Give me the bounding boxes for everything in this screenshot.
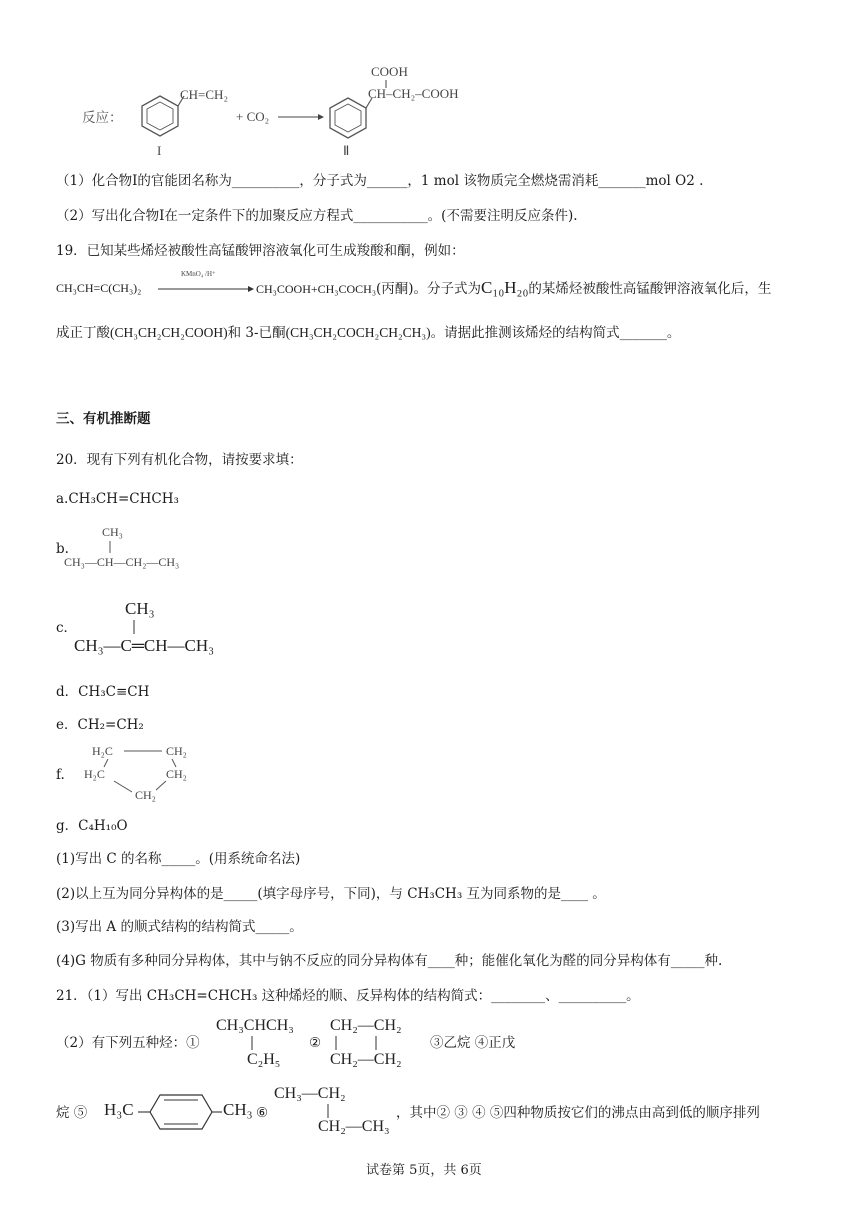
label-compound-II: Ⅱ <box>343 143 350 158</box>
q20-item-g: g．C₄H₁₀O <box>56 818 128 834</box>
q20-sub1: (1)写出 C 的名称_____。(用系统命名法) <box>56 851 301 867</box>
page-footer: 试卷第 5页，共 6页 <box>366 1163 482 1178</box>
ring-atom-3: H₂C <box>84 767 105 781</box>
q20-sub4: (4)G 物质有多种同分异构体，其中与钠不反应的同分异构体有____种；能催化氧化为醛的同分异构体有_____种. <box>56 953 723 969</box>
q21-s6-bottom: CH₂—CH₃ <box>318 1118 390 1135</box>
q20-item-b-label: b. <box>56 541 69 557</box>
q21-part2-label: （2）有下列五种烃：① <box>56 1035 200 1051</box>
q21-s5-left: H₃C <box>104 1100 134 1119</box>
q21-n6: ⑥ <box>256 1105 269 1121</box>
q20-item-c-label: c． <box>56 620 78 636</box>
product-cooh-top: COOH <box>371 64 408 79</box>
q20-c-top: CH₃ <box>125 599 155 618</box>
q21-s6-top: CH₃—CH₂ <box>274 1085 346 1102</box>
eq-left: CH₃CH=C <box>56 281 109 295</box>
q19-intro: 19．已知某些烯烃被酸性高锰酸钾溶液氧化可生成羧酸和酮，例如： <box>56 243 465 259</box>
q20-c-chain: CH₃—C═CH—CH₃ <box>74 636 215 655</box>
q20-item-f-label: f. <box>56 767 65 783</box>
q19-formula: C₁₀H₂₀ <box>481 278 529 297</box>
q21-part1: 21．（1）写出 CH₃CH=CHCH₃ 这种烯烃的顺、反异构体的结构简式：________、__________。 <box>56 988 640 1004</box>
q21-s2-top: CH₂—CH₂ <box>330 1017 402 1034</box>
q19-text-a: 。分子式为 <box>413 281 482 297</box>
q21-s5-right: CH₃ <box>223 1100 253 1119</box>
q19-text-b: 的某烯烃被酸性高锰酸钾溶液氧化后，生 <box>528 281 772 297</box>
section-title: 三、有机推断题 <box>56 411 151 427</box>
ring-atom-5: CH₂ <box>135 788 156 802</box>
q20-sub3: (3)写出 A 的顺式结构的结构简式_____。 <box>56 919 303 935</box>
ring-atom-4: CH₂ <box>166 767 187 781</box>
hexanone: (CH₃CH₂COCH₂CH₂CH₃) <box>285 325 431 340</box>
butyric-acid: (CH₃CH₂CH₂COOH) <box>110 325 228 340</box>
q19-line3-a: 成正丁酸 <box>56 325 110 341</box>
q20-item-d: d．CH₃C≡CH <box>56 684 150 700</box>
q21-last-a: 烷 ⑤ <box>56 1105 88 1121</box>
q21-last-b: ，其中② ③ ④ ⑤四种物质按它们的沸点由高到低的顺序排列 <box>396 1105 760 1121</box>
q19-line3-b: 和 3-已酮 <box>227 325 286 341</box>
q21-s1-bottom: C₂H₅ <box>247 1051 281 1068</box>
q21-s2-bottom: CH₂—CH₂ <box>330 1051 402 1068</box>
q20-sub2: (2)以上互为同分异构体的是_____(填字母序号，下同)，与 CH₃CH₃ 互为同系物的是____ 。 <box>56 886 606 902</box>
eq-right: CH₃COOH+CH₃COCH₃ <box>256 282 376 296</box>
q20-item-a: a.CH₃CH=CHCH₃ <box>56 491 179 507</box>
eq-acetone: (丙酮) <box>376 281 414 297</box>
q20-b-top: CH₃ <box>102 525 123 539</box>
q21-s1-top: CH₃CHCH₃ <box>216 1017 294 1034</box>
product-chain: CH–CH₂–COOH <box>368 86 459 101</box>
q18-part2: （2）写出化合物I在一定条件下的加聚反应方程式___________。(不需要注明反应条件). <box>56 208 578 224</box>
ring-atom-2: CH₂ <box>166 744 187 758</box>
label-compound-I: I <box>157 143 162 158</box>
ring-atom-1: H₂C <box>92 744 113 758</box>
reaction-plus-co2: + CO₂ <box>236 109 270 124</box>
q21-n2: ② <box>309 1035 322 1051</box>
eq-left-paren: (CH₃)₂ <box>108 281 142 295</box>
q19-line3-c: 。请据此推测该烯烃的结构简式_______。 <box>430 325 681 341</box>
q21-n3-4: ③乙烷 ④正戊 <box>430 1035 516 1051</box>
reactant-vinyl-group: CH=CH₂ <box>180 87 228 102</box>
eq-arrow-label: KMnO₄ /H⁺ <box>181 270 216 278</box>
q20-item-e: e．CH₂=CH₂ <box>56 717 144 733</box>
q18-part1: （1）化合物I的官能团名称为__________，分子式为______，1 mol 该物质完全燃烧需消耗_______mol O2 . <box>56 173 704 189</box>
q20-intro: 20．现有下列有机化合物，请按要求填： <box>56 452 303 468</box>
q20-b-chain: CH₃—CH—CH₂—CH₃ <box>64 555 180 569</box>
reaction-label: 反应： <box>82 110 123 126</box>
